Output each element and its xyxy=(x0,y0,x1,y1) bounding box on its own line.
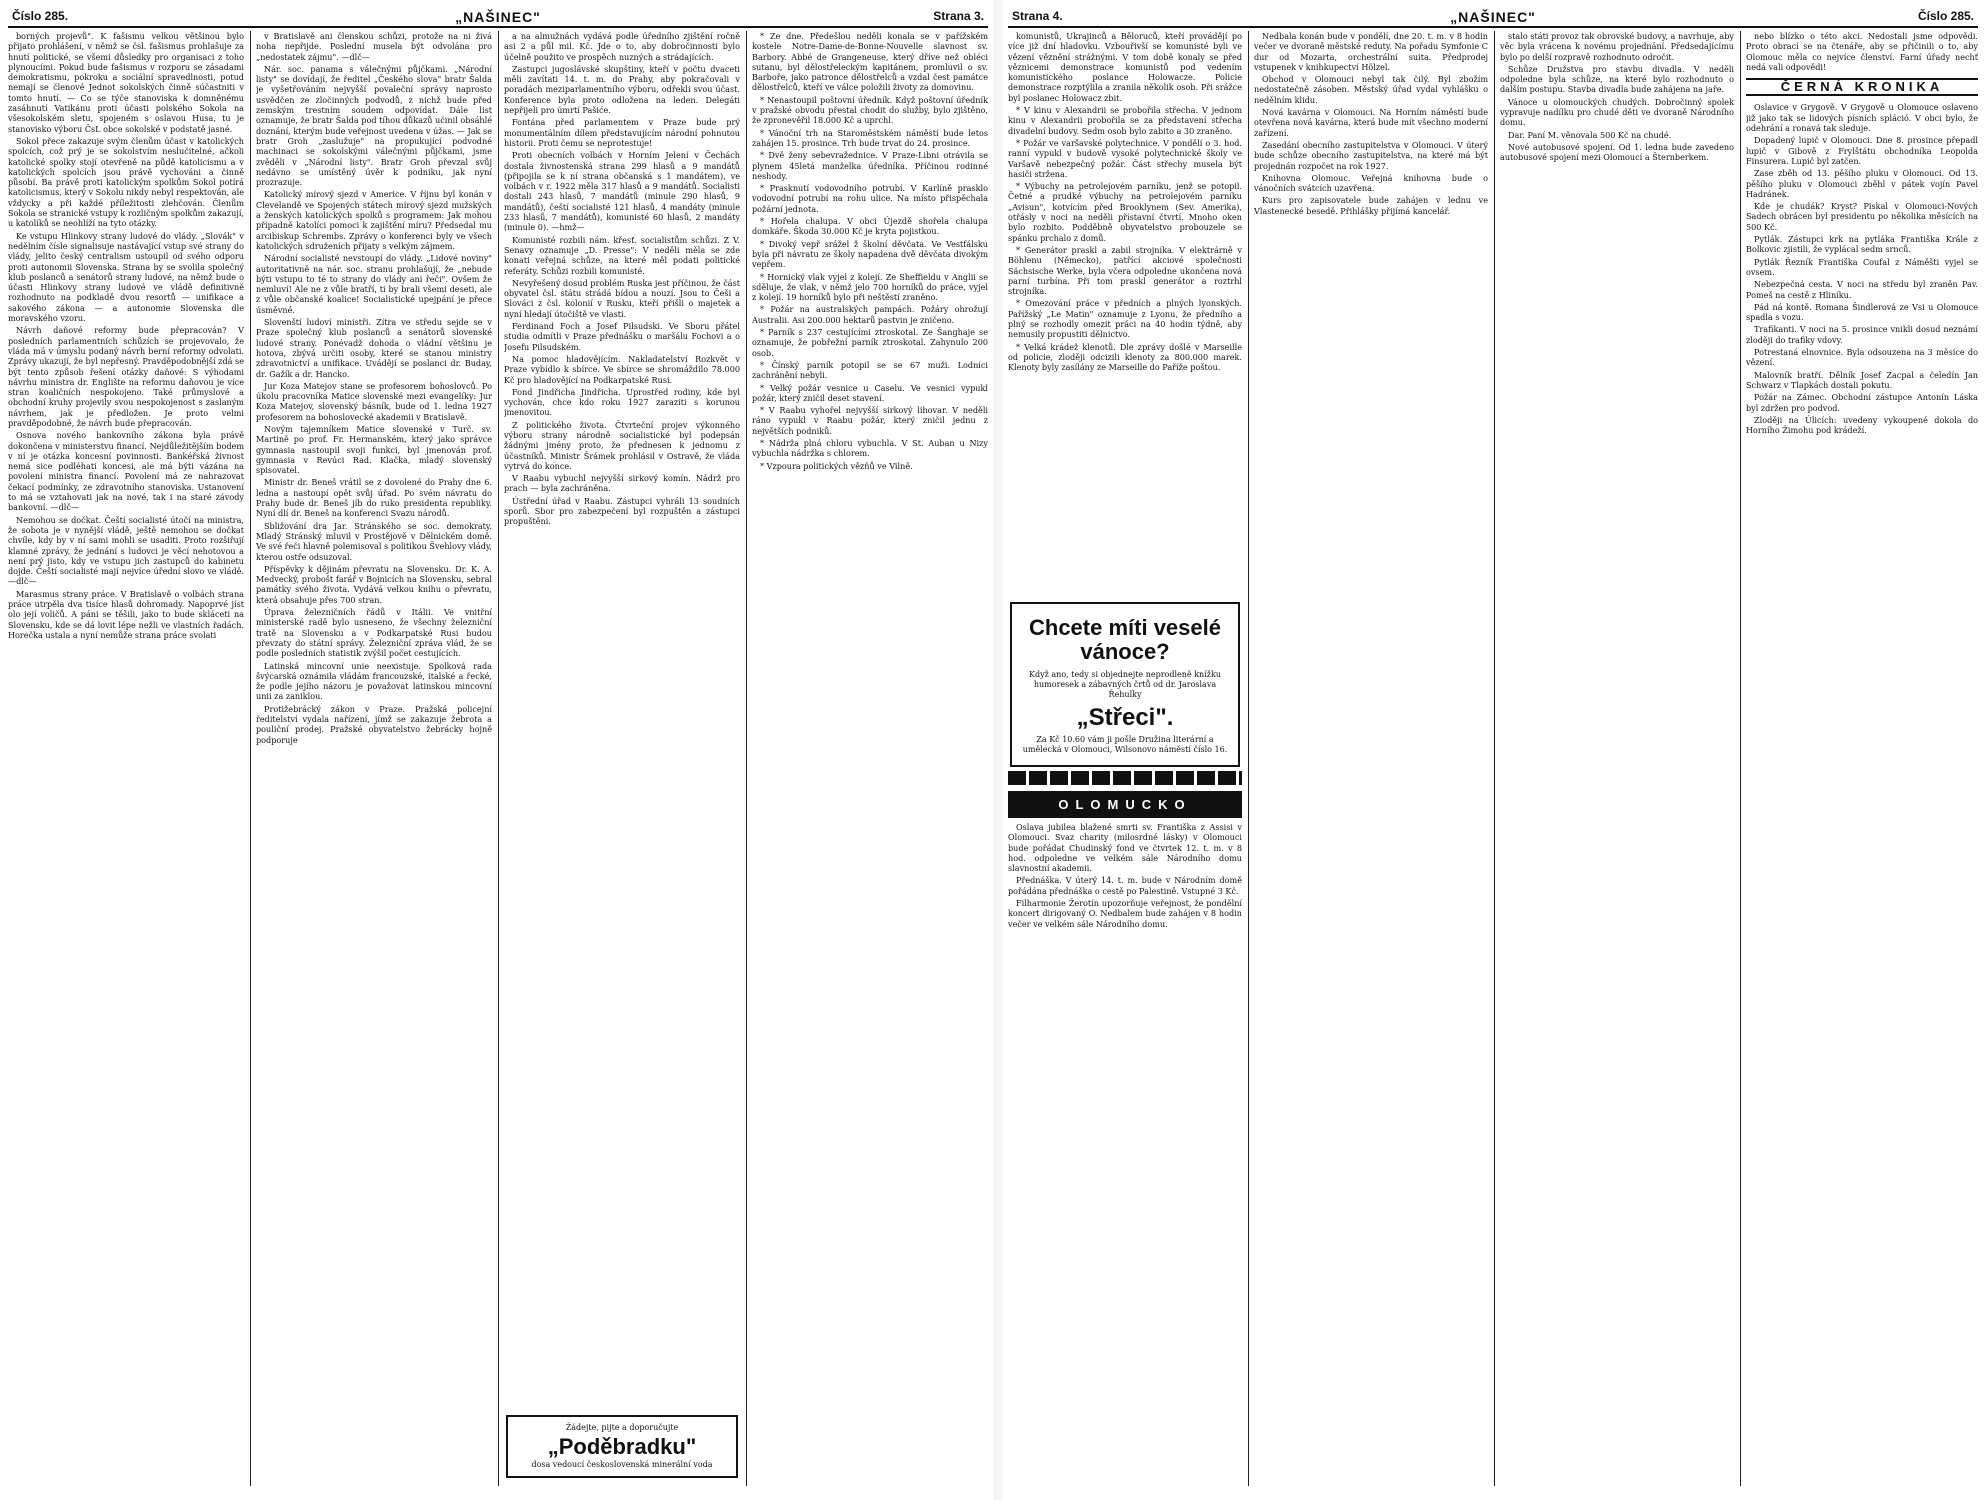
article-paragraph: Vánoce u olomouckých chudých. Dobročinný spolek vypravuje nadílku pro chudé děti ve dvoraně Národního domu. xyxy=(1500,96,1734,128)
article-paragraph: nebo blízko o této akci. Nedostali jsme odpovědi. Proto obrací se na čtenáře, aby se přičinili o to, aby Olomouc měla co nejvíce členství. Farní úřady nechť nedá vali odpovědi! xyxy=(1746,31,1978,72)
article-column-2 xyxy=(1254,31,1488,1486)
article-paragraph: a na almužnách vydává podle úředního zjištění ročně asi 2 a půl mil. Kč. Jde o to, aby dobročinnosti bylo účelně použito ve prospěch nuzných a strádajících. xyxy=(504,31,740,62)
article-paragraph: * Nádrža plná chloru vybuchla. V St. Auban u Nizy vybuchla nádržka s chlorem. xyxy=(752,437,988,459)
ad-tagline: dosa vedoucí československá minerální voda xyxy=(531,1460,713,1469)
article-paragraph: Nár. soc. panama s válečnými půjčkami. „Národní listy" se dovídají, že ředitel „Českého slova" bratr Šalda je vyšetřováním nejvyšší povaleční správy naprosto usvědčen ze zločinných podvodů, z nichž bude před zemským trestním soudem odpovídat. Dále list oznamuje, že bratr Šalda pod tíhou důkazů učinil obsáhlé doznání, kterým bude veřejnost uvedena v úžas. — Jak se bratr Groh „zaslužuje" na propukující podvodné machinaci se sokolskými válečnými půjčkami, jsme zvěděli v „Národní listy". Bratr Groh převzal svůj nedávno se umístěný úvěr k podniku, jak nyní prozrazuje. xyxy=(256,63,492,188)
column-divider xyxy=(746,31,747,1486)
article-paragraph: Jur Koza Matejov stane se profesorem bohoslovců. Po úkolu pracovníka Matice slovenské mezi evangelíky: Jur Koza Matejov, slovenský básník, bude od 1. ledna 1927 profesorem na bohoslovecké akademii v Bratislavě. xyxy=(256,380,492,422)
olomoucko-column xyxy=(1008,822,1242,1462)
column-divider xyxy=(1248,31,1249,1486)
article-paragraph: Pád ná kontě. Romana Šindlerová ze Vsi u Olomouce spadla s vozu. xyxy=(1746,301,1978,323)
article-column-3 xyxy=(1500,31,1734,1486)
article-paragraph: * Vánoční trh na Staroměstském náměstí bude letos zahájen 15. prosince. Trh bude trvat do 24. prosince. xyxy=(752,127,988,148)
article-paragraph: Slovenští ludoví ministři. Zítra ve středu sejde se v Praze společný klub poslanců a senátorů slovenské ludové strany. Ponévadž dohoda o vládní většinu je hotova, zbývá určiti osoby, které se stanou ministry zdravotnictví a unifikace. Uvádějí se poslanci dr. Buday, dr. Gažík a dr. Hancko. xyxy=(256,317,492,379)
article-paragraph: Obchod v Olomouci nebyl tak čilý. Byl zbožím nedostatečně zásoben. Městský úřad vydal vyhlášku o nedělním klidu. xyxy=(1254,74,1488,105)
article-paragraph: Zase zběh od 13. pěšího pluku v Olomouci. Od 13. pěšího pluku v Olomouci zběhl v pátek vojín Pavel Hadránek. xyxy=(1746,168,1978,199)
column-top xyxy=(1746,31,1978,72)
newspaper-page-3 xyxy=(8,6,988,1492)
article-paragraph: Trafikanti. V noci na 5. prosince vnikli dosud neznámí zloději do trafiky vdovy. xyxy=(1746,324,1978,345)
article-paragraph: * Ze dne. Předešlou neděli konala se v pařížském kostele Notre-Dame-de-Bonne-Nouvelle slavnost sv. Barbory. Abbé de Grangeneuse, který dříve než obléci sutanu, byl dělostřeleckým kapitánem, promluvil o sv. Barboře, jako patronce dělostřelců a vzdal čest památce dělostřelců, kteří ve válce položili životy za domovinu. xyxy=(752,31,988,93)
article-paragraph: Příspěvky k dějinám převratu na Slovensku. Dr. K. A. Medvecký, probošt farář v Bojnicích na Slovensku, sebral památky svého života. Vydává velkou knihu o převratu, která obsahuje přes 700 stran. xyxy=(256,563,492,605)
article-paragraph: * Omezování práce v předních a plných lyonských. Pařížský „Le Matin" oznamuje z Lyonu, že předního a plný se rozhodly omezit práci na 40 hodin týdně, aby nemusily propustiti dělnictvo. xyxy=(1008,298,1242,340)
section-heading-cerna-kronika: ČERNÁ KRONIKA xyxy=(1746,78,1978,96)
article-paragraph: Národní socialisté nevstoupí do vlády. „Lidové noviny" autoritativně na nár. soc. stranu prohlašují, že „nebude býti vstupu to té to strany do vlády ani řeči". Ovšem že nemluví! Ale ne z vůle bratří, ti by brali všemi deseti, ale z vůle občanské koalice! Socialistické upejpání je přece úsměvné. xyxy=(256,253,492,315)
article-paragraph: Pytlák. Zástupci krk na pytláka Františka Krále z Bolkovic zjistili, že vyplácal sedm srnců. xyxy=(1746,234,1978,255)
article-column-2 xyxy=(256,31,492,1486)
article-column-1 xyxy=(1008,31,1242,591)
article-paragraph: * Požár na australských pampách. Požáry ohrožují Australii. Asi 200.000 hektarů pastvin je zničeno. xyxy=(752,304,988,325)
article-column-4 xyxy=(752,31,988,1486)
article-paragraph: Proti obecních volbách v Horním Jelení v Čechách dostala živnostenská strana 299 hlasů a 9 mandátů (připojila se k ní strana občanská s 1 mandátem), ve volbách v r. 1922 měla 317 hlasů a 9 mandátů. Socialisti dostali 243 hlasů, 7 mandátů (minule 290 hlasů, 9 mandátů), čeští socialisté 121 hlasů, 4 mandáty (minule 233 hlasů, 7 mandátů), komunisté 60 hlasů, 2 mandáty (minule 0). —hmž— xyxy=(504,150,740,233)
article-paragraph: Ke vstupu Hlinkovy strany ludové do vlády. „Slovák" v nedělním čísle signalisuje nastávající vstup své strany do vlády, jelito český centralism ustoupil od svého odporu proti autonomii Slovenska. Strana by se svolila společný klub poslanců a senátorů strany ludové, na němž bude o účasti Hlinkovy strany ludové ve vládě definitivně rozhodnuto na podkladě dvou resortů — unifikace a sakového zákona — a autonomie Slovenska dle moravského vzoru. xyxy=(8,230,244,324)
article-paragraph: * Vzpoura politických vězňů ve Vilně. xyxy=(760,460,913,471)
page-number: Strana 4. xyxy=(1012,9,1063,23)
article-paragraph: * Velký požár vesnice u Caselu. Ve vesnici vypukl požár, který zničil deset stavení. xyxy=(752,382,988,403)
column-body xyxy=(1746,102,1978,435)
page-header xyxy=(8,6,988,26)
article-paragraph: Novým tajemníkem Matice slovenské v Turč. sv. Martině po prof. Fr. Hermanském, který jako správce gymnasia nastoupil svoji funkci, byl jmenován prof. gymnasia v Revúci Rad. Klačka, mladý slovenský spisovatel. xyxy=(256,423,492,476)
ad-body: Když ano, tedy si objednejte neprodleně knížku humoresek a zábavných črtů od dr. Jaroslava Řehulky xyxy=(1029,670,1221,699)
article-paragraph: Sbližování dra Jar. Stránského se soc. demokraty. Mladý Stránský mluvil v Prostějově v Dělnickém domě. Ve své řeči hlavně polemisoval s politikou Švehlovy vlády, kterou ostře odsuzoval. xyxy=(256,520,492,562)
issue-number: Číslo 285. xyxy=(1917,9,1974,23)
page-header xyxy=(1008,6,1978,26)
article-paragraph: Na pomoc hladovějícím. Nakladatelství Rozkvět v Praze vybídlo k sbírce. Ve sbírce se shromáždilo 78.000 Kč pro hladovějící na Podkarpatské Rusi. xyxy=(504,353,740,385)
article-paragraph: Nová kavárna v Olomouci. Na Horním náměstí bude otevřena nová kavárna, která bude mít všechno moderní zařízení. xyxy=(1254,107,1488,138)
article-paragraph: Úprava železničních řádů v Itálii. Ve vnitřní ministerské radě bylo usneseno, že všechny železniční tratě na Slovensku a v Podkarpatské Rusi budou převzaty do státní správy. Železniční zpráva vlád, že se podle posledních statistik zvýšil počet cestujících. xyxy=(256,607,492,659)
article-paragraph: Kde je chudák? Kryst? Piskal v Olomouci-Nových Sadech obrácen byl presidentu po několika měsících na 500 Kč. xyxy=(1746,201,1978,232)
section-heading-olomoucko: OLOMUCKO xyxy=(1008,791,1242,818)
article-paragraph: * Dvě ženy sebevražednice. V Praze-Libni otrávila se plynem 45letá manželka úředníka. Příčinou rodinné neshody. xyxy=(752,150,988,181)
article-paragraph: Ferdinand Foch a Josef Pilsudski. Ve Sboru přátel studia odmítli v Praze přednášku o maršálu Fochovi a o Josefu Pilsudském. xyxy=(504,321,740,352)
article-paragraph: * Hornický vlak vyjel z kolejí. Ze Sheffieldu v Anglii se sděluje, že vlak, v němž jelo 700 horníků do práce, vyjel z kolejí. 19 horníků bylo při neštěstí zraněno. xyxy=(752,271,988,303)
article-paragraph: * Nenastoupil poštovní úředník. Když poštovní úředník v pražské obvodu přestal chodit do služby, bylo zjištěno, že zpronevěřil 18.000 Kč a uprchl. xyxy=(752,94,988,126)
article-paragraph: Sokol přece zakazuje svým členům účast v katolických spolcích, což prý je se sokolstvím neslučitelné, ačkoli katolické spolky stojí otevřeně na půdě katolicismu a v katolických spolcích jsou právě vychováni a činně působí. Ba právě proti katolickým spolkům Sokol potírá katolicismus, který v Sokolu nikdy nebyl respektován, ale vždycky a při každé příležitosti zlehčován. Členům Sokola se stranické vstupy k rozličným spolkům zakazují, u katolíků se neohlíží na tyto otázky. xyxy=(8,135,244,229)
article-paragraph: Oslavice v Grygově. V Grygově u Olomouce oslaveno již jako tak se lidových písních spláció. V obci bylo, že odehrání a ronavá tak sleduje. xyxy=(1746,102,1978,134)
article-paragraph: Katolický mírový sjezd v Americe. V říjnu byl konán v Clevelandě ve Spojených státech mírový sjezd mužských a ženských katolických spolků s programem: Jak mohou případně katolíci pomoci k zajištění míru? Předsedal mu arcibiskup Schrembs. Zprávy o konferenci byly ve všech katolických sdruženích přijaty s velkým zájmem. xyxy=(256,189,492,251)
article-paragraph: Oslava jubilea blažené smrti sv. Františka z Assisi v Olomouci. Svaz charity (milosrdné lásky) v Olomouci bude pořádat Chudinský fond ve čtvrtek 12. t. m. v 8 hod. odpoledne ve velkém sále Národního domu slavnostní akademii. xyxy=(1008,822,1242,874)
article-paragraph: Nebezpečná cesta. V noci na středu byl zraněn Pav. Pomeš na cestě z Hliníku. xyxy=(1746,279,1978,300)
article-paragraph: Filharmonie Žerotín upozorňuje veřejnost, že pondělní koncert dirigovaný O. Nedbalem bude zahájen v 8 hodin večer ve velkém sále Národního domu. xyxy=(1008,898,1242,929)
article-paragraph: Nedbala konán bude v pondělí, dne 20. t. m. v 8 hodin večer ve dvoraně městské reduty. Na pořadu Symfonie C dur od Mozarta, orchestrální suita. Předprodej vstupenek v knihkupectví Hölzel. xyxy=(1254,31,1488,72)
article-paragraph: Pytlák Řezník Františka Coufal z Náměšti vyjel se ovsem. xyxy=(1746,256,1978,277)
ad-title: „Poděbradku" xyxy=(547,1434,697,1459)
column-divider xyxy=(1740,31,1741,1486)
masthead: „NAŠINEC" xyxy=(455,9,541,25)
article-paragraph: v Bratislavě ani členskou schůzi, protože na ni živá noha nepřijde. Poslední musela být odvolána pro „nedostatek zájmu". —dlč— xyxy=(256,31,492,62)
article-paragraph: * Čínský parník potopil se se 67 muži. Lodníci zachránění nebyli. xyxy=(752,359,988,381)
article-paragraph: Zasedání obecního zastupitelstva v Olomouci. V úterý bude schůze obecního zastupitelstva, na které má být projednán rozpočet na rok 1927. xyxy=(1254,139,1488,171)
column-body xyxy=(504,31,740,527)
article-paragraph: Ústřední úřad v Raabu. Zástupci vyhráli 13 soudních sporů. Sbor pro zabezpečení byl rozpuštěn a zástupci propuštěni. xyxy=(504,495,740,527)
newspaper-page-4 xyxy=(1008,6,1978,1492)
article-paragraph: Ministr dr. Beneš vrátil se z dovolené do Prahy dne 6. ledna a nastoupí opět svůj úřad. Po svém návratu do Prahy bude dr. Beneš jíb do ruko presidenta republiky. Nyní dlí dr. Beneš na konferenci Svazu národů. xyxy=(256,477,492,519)
column-divider xyxy=(250,31,251,1486)
article-paragraph: Malovník bratří. Dělník Josef Zacpal a čeledín Jan Schwarz v Tlapkách dostali pokutu. xyxy=(1746,369,1978,390)
article-paragraph: Schůze Družstva pro stavbu divadla. V neděli odpoledne byla schůze, na které bylo rozhodnuto o dalším postupu. Stavba divadla bude zahájena na jaře. xyxy=(1500,63,1734,95)
article-paragraph: Návrh daňové reformy bude přepracován? V posledních parlamentních schůzích se projevovalo, že vláda má v úmyslu podaný návrh berní reformy odvolati. Zprávy ukazují, že byl nepřesný. Pravděpodobnější zdá se být tento způsob řešení otázky daňové: S výhodami návrhu ministra dr. Englište na reformu daňovou je více stran koaličních nespokojeno. Také průmyslové a obchodní kruhy projevily svou nespokojenost s zaslaným návrhem, jak je předložen. Je proto velmi pravděpodobné, že návrh bude přepracován. xyxy=(8,325,244,428)
article-paragraph: Protižebrácký zákon v Praze. Pražská policejní ředitelství vydala nařízení, jímž se zakazuje žebrota a pouliční prodej. Pražské obyvatelstvo žebrácky hojně podporuje xyxy=(256,703,492,745)
article-paragraph: Přednáška. V úterý 14. t. m. bude v Národním domě pořádána přednáška o cestě po Palestině. Vstupné 3 Kč. xyxy=(1008,875,1242,896)
article-paragraph: Potrestaná elnovnice. Byla odsouzena na 3 měsíce do vězení. xyxy=(1746,347,1978,368)
article-paragraph: borných projevů". K fašismu velkou většinou bylo přijato prohlášení, v němž se čsl. fašismus prohlašuje za hnutí politické, se všemi důsledky pro organisaci z toho plynoucími. Pokud bude fašismus v rozporu se zásadami demokratismu, pokroku a sociální spravedlnosti, potud nemají se členové Jednot sokolských činně súčastniti v tomto hnutí. — Co se týče stanoviska k domněnému zasáhnutí Vatikánu proti účasti polského Sokola na všesokolském sletu, spojeném s oslavou Husa, tu je stanovisko výboru ČsL obce sokolské v podstatě jasné. xyxy=(8,31,244,134)
article-paragraph: stalo státi provoz tak obrovské budovy, a navrhuje, aby věc byla vrácena k novému projednání. Předsedajícímu bylo po delší rozpravě rozhodnuto odročit. xyxy=(1500,31,1734,62)
page-gutter xyxy=(993,0,1003,1500)
masthead: „NAŠINEC" xyxy=(1450,9,1536,25)
article-paragraph: Fontána před parlamentem v Praze bude prý monumentálním dílem představujícím národní pohnutou historii. Proti čemu se neprotestuje! xyxy=(504,117,740,148)
article-paragraph: * V kinu v Alexandrii se probořila střecha. V jednom kinu v Alexandrii probořila se za představení střecha divadelní budovy. Sedm osob bylo zabito a 30 zraněno. xyxy=(1008,105,1242,136)
article-paragraph: * Prasknutí vodovodního potrubí. V Karlíně prasklo vodovodní potrubí na rohu ulice. Na místo přispěchala požární jednota. xyxy=(752,183,988,214)
article-paragraph: * Velká krádež klenotů. Dle zprávy došlé v Marseille od policie, zloději odcizili klenoty za 800.000 marek. Klenoty byly zasílány ze Marseille do Paříže poštou. xyxy=(1008,341,1242,373)
decorative-bar xyxy=(1008,771,1242,785)
header-rule xyxy=(1008,26,1978,28)
article-paragraph: Dopadený lupič v Olomouci. Dne 8. prosince přepadl lupič v Gibově z Frylštátu obchodníka Leopolda Finsurera. Lupič byl zatčen. xyxy=(1746,135,1978,166)
article-paragraph: Fond Jindřicha Jindřicha. Uprostřed rodiny, kde byl vychován, chce kdo roku 1927 zaraziti s korunou jmenovitou. xyxy=(504,386,740,418)
article-paragraph: Nemohou se dočkat. Čeští socialisté útočí na ministra, že sobota je v nynější vládě, ještě nemohou se dočkat chvíle, kdy by v ní sami mohli se usaditi. Proto rozšiřují klamné zprávy, že jednání s ludovci je věcí nehotovou a není prý jisto, kdy ve vstupu jich zastupců do kabinetu dojde. Čeští socialisté mají nejvíce úřední slovo ve vládě. —dlč— xyxy=(8,514,244,587)
article-paragraph: * V Raabu vyhořel nejvyšší sirkový lihovar. V neděli ráno vypukl v Raabu požár, který zničil jednu z největších podniků. xyxy=(752,405,988,436)
article-paragraph: * Požár ve varšavské polytechnice. V pondělí o 3. hod. ranní vypukl v budově vysoké polytechnické školy ve Varšavě nebezpečný požár. Část střechy musela být hasiči stržena. xyxy=(1008,137,1242,179)
article-paragraph: Dar. Paní M. věnovala 500 Kč na chudé. xyxy=(1508,129,1672,140)
ad-book-title: „Střeci". xyxy=(1076,704,1174,731)
issue-number: Číslo 285. xyxy=(12,9,69,23)
article-paragraph: komunistů, Ukrajinců a Běloruců, kteří provádějí po více již dní hladovku. Vzbouřivší se komunisté byli ve vězení věznění strážnými. V tom době konaly se před věznicemi demonstrace komunistů pod vedením komunistického poslance Holowacze. Policie demonstrace rozptýlila a zranila několik osob. Při srážce byl poslanec Holowacz zbit. xyxy=(1008,31,1242,103)
ad-lead: Žádejte, pijte a doporučujte xyxy=(565,1423,679,1432)
column-divider xyxy=(498,31,499,1486)
ad-headline: Chcete míti veselé vánoce? xyxy=(1029,615,1221,664)
poděbradka-ad xyxy=(504,1411,740,1482)
article-paragraph: Knihovna Olomouc. Veřejná knihovna bude o vánočních svátcích uzavřena. xyxy=(1254,172,1488,194)
page-number: Strana 3. xyxy=(933,9,984,23)
article-paragraph: * Divoký vepř srážel ž školní děvčata. Ve Vestfálsku byla při návratu ze školy napadena dvě děvčata divokým vepřem. xyxy=(752,238,988,270)
column-divider xyxy=(1494,31,1495,1486)
article-paragraph: Nové autobusové spojení. Od 1. ledna bude zavedeno autobusové spojení mezi Olomoucí a Šternberkem. xyxy=(1500,141,1734,163)
article-paragraph: * Generátor praskl a zabil strojníka. V elektrárně v Böhlenu (Německo), patřící akciové společnosti Sächsische Werke, byla včera odpoledne ukončena nová parní turbína. Při tom praskl generátor a roztrhl strojníka. xyxy=(1008,244,1242,297)
article-paragraph: Komunisté rozbili nám. křesť. socialistům schůzi. Z V. Senavy oznamuje „D. Presse": V neděli měla se zde konati veřejná schůze, na které měl podati politické referáty. Schůzi rozbili komunisté. xyxy=(504,234,740,276)
article-paragraph: Zastupci jugoslávské skupštiny, kteří v počtu dvaceti měli zavítati 14. t. m. do Prahy, aby pokračovali v poradách meziparlamentního výboru, odřekli svou účast. Konference byla proto odložena na leden. Delegáti nepřijeli pro úmrtí Pašiće. xyxy=(504,63,740,116)
header-rule xyxy=(8,26,988,28)
article-paragraph: Z politického života. Čtvrteční projev výkonného výboru strany národně socialistické byl podepsán žádnými jmény proto, že přednesen k jednomu z účastníků. Ministr Šrámek prohlásil v Ostravě, že vláda vytrvá do konce. xyxy=(504,419,740,471)
article-column-1 xyxy=(8,31,244,1486)
article-paragraph: Kurs pro zapisovatele bude zahájen v lednu ve Vlastenecké besedě. Přihlášky přijímá kancelář. xyxy=(1254,195,1488,216)
article-paragraph: Požár na Zámec. Obchodní zástupce Antonín Láska byl zdržen pro podvod. xyxy=(1746,392,1978,413)
article-paragraph: Marasmus strany práce. V Bratislavě o volbách strana práce utrpěla dva tisíce hlasů dohromady. Napoprvé jíst olo její voličů. A páni se těšili, jako to bude skláceti na Slovensku, kde se dá lovit lépe nežli ve vlastních řadách. Horečka ustala a nyní nemůže strana práce svolati xyxy=(8,588,244,640)
article-paragraph: * Parník s 237 cestujícími ztroskotal. Ze Šanghaje se oznamuje, že pobřežní parník ztroskotal. Zahynulo 200 osob. xyxy=(752,327,988,358)
article-paragraph: Osnova nového bankovního zákona byla právě dokončena v ministerstvu financí. Nejdůležitějším bodem v ní je otázka koncesní povinnosti. Bankéřská živnost nemá sice podléhati koncesi, ale má býti vázána na povolení ministra financí. Povolení má ze nahrazovat čekací podmínky, ze zdravotního stanoviska. Ustanovení to má se vztahovati jak na nové, tak i na staré závody bankovní. —dlč— xyxy=(8,430,244,513)
article-paragraph: Latinská mincovní unie neexistuje. Spolková rada švýcarská oznámila vládám francouzské, italské a řecké, že podle jejího názoru je považovat latinskou mincovní unii za zaniklou. xyxy=(256,660,492,702)
article-paragraph: Nevyřešený dosud problém Ruska jest příčinou, že část obyvatel čsl. státu strádá bídou a nouzí. Jsou to Češi a Slováci z čsl. kolonií v Rusku, kteří přišli o majetek a nyní hledají útočiště ve vlasti. xyxy=(504,277,740,319)
article-paragraph: * Hořela chalupa. V obci Újezdě shořela chalupa domkáře. Škoda 30.000 Kč je kryta pojistkou. xyxy=(752,216,988,237)
humoresky-ad xyxy=(1008,598,1242,1462)
ad-footer: Za Kč 10.60 vám ji pošle Družina literární a umělecká v Olomouci, Wilsonovo náměstí číslo 16. xyxy=(1022,735,1228,754)
article-paragraph: Zloději na Úlicích: uvedeny vykoupené dokola do Horního Žimohu pod krádeží. xyxy=(1746,414,1978,436)
article-column-4 xyxy=(1746,31,1978,1486)
article-paragraph: * Výbuchy na petrolejovém parníku, jenž se potopil. Četné a prudké výbuchy na petrolejovém parníku „Avisun", kotvícím před Brooklynem (Sev. Amerika), otřásly v noci na neděli přístavní čtvrtí. Mnoho oken bylo rozbito. Podděbně obyvatelstvo probouzele se spánku prchalo z domů. xyxy=(1008,181,1242,243)
article-column-3 xyxy=(504,31,740,1486)
article-paragraph: V Raabu vybuchl nejvyšší sirkový komín. Nádrž pro prach — byla zachráněna. xyxy=(504,473,740,494)
